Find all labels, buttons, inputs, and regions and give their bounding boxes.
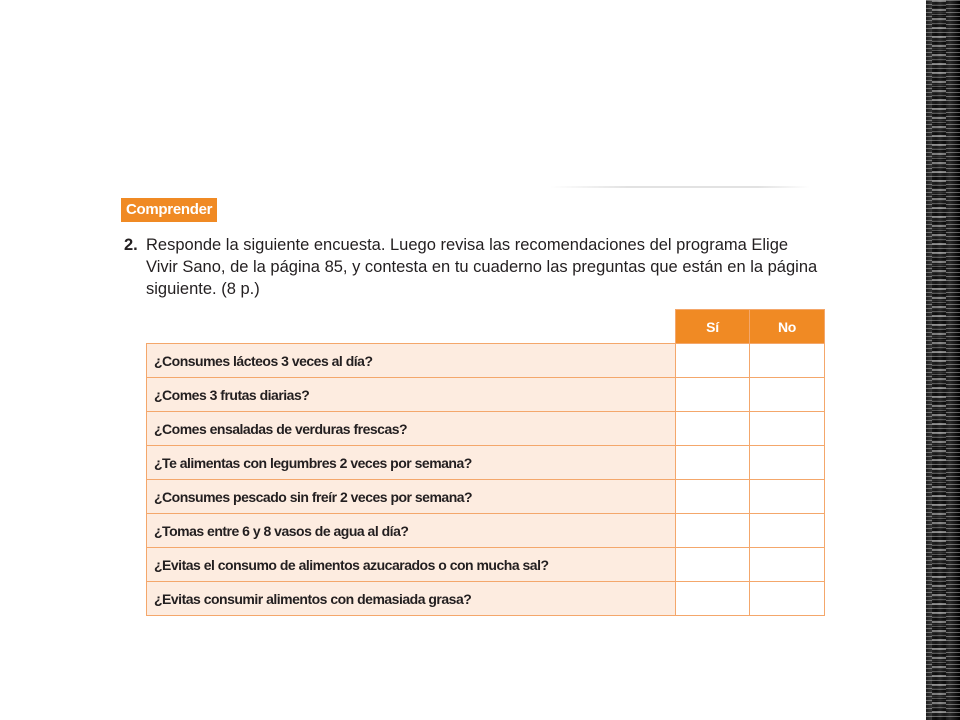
decorative-rule — [550, 186, 810, 188]
survey-question: ¿Consumes pescado sin freír 2 veces por semana? — [147, 480, 676, 514]
answer-cell-si[interactable] — [676, 548, 750, 582]
survey-question: ¿Consumes lácteos 3 veces al día? — [147, 344, 676, 378]
answer-cell-si[interactable] — [676, 344, 750, 378]
table-row — [147, 378, 825, 412]
survey-table — [146, 309, 825, 616]
survey-question: ¿Comes ensaladas de verduras frescas? — [147, 412, 676, 446]
answer-cell-si[interactable] — [676, 582, 750, 616]
table-row — [147, 514, 825, 548]
survey-question: ¿Evitas consumir alimentos con demasiada grasa? — [147, 582, 676, 616]
answer-cell-si[interactable] — [676, 378, 750, 412]
answer-cell-si[interactable] — [676, 480, 750, 514]
table-row — [147, 582, 825, 616]
answer-cell-no[interactable] — [750, 378, 825, 412]
activity-question — [124, 234, 824, 300]
answer-cell-no[interactable] — [750, 514, 825, 548]
activity-instruction: Responde la siguiente encuesta. Luego revisa las recomendaciones del programa Elige Vivir Sano, de la página 85, y contesta en tu cuaderno las preguntas que están en la página siguiente. (8 p.) — [146, 236, 818, 298]
header-blank-cell — [147, 310, 676, 344]
answer-cell-no[interactable] — [750, 344, 825, 378]
answer-cell-si[interactable] — [676, 514, 750, 548]
column-header-si: Sí — [676, 310, 750, 344]
decorative-film-border — [922, 0, 960, 720]
answer-cell-no[interactable] — [750, 582, 825, 616]
table-row — [147, 344, 825, 378]
answer-cell-no[interactable] — [750, 412, 825, 446]
answer-cell-si[interactable] — [676, 446, 750, 480]
answer-cell-si[interactable] — [676, 412, 750, 446]
table-row — [147, 548, 825, 582]
column-header-no: No — [750, 310, 825, 344]
table-row — [147, 412, 825, 446]
answer-cell-no[interactable] — [750, 446, 825, 480]
survey-question: ¿Evitas el consumo de alimentos azucarados o con mucha sal? — [147, 548, 676, 582]
survey-question: ¿Tomas entre 6 y 8 vasos de agua al día? — [147, 514, 676, 548]
activity-number: 2. — [124, 236, 138, 254]
table-row — [147, 480, 825, 514]
survey-header-row — [147, 310, 825, 344]
table-row — [147, 446, 825, 480]
survey-question: ¿Te alimentas con legumbres 2 veces por semana? — [147, 446, 676, 480]
answer-cell-no[interactable] — [750, 480, 825, 514]
survey-question: ¿Comes 3 frutas diarias? — [147, 378, 676, 412]
answer-cell-no[interactable] — [750, 548, 825, 582]
section-tag: Comprender — [121, 198, 217, 222]
